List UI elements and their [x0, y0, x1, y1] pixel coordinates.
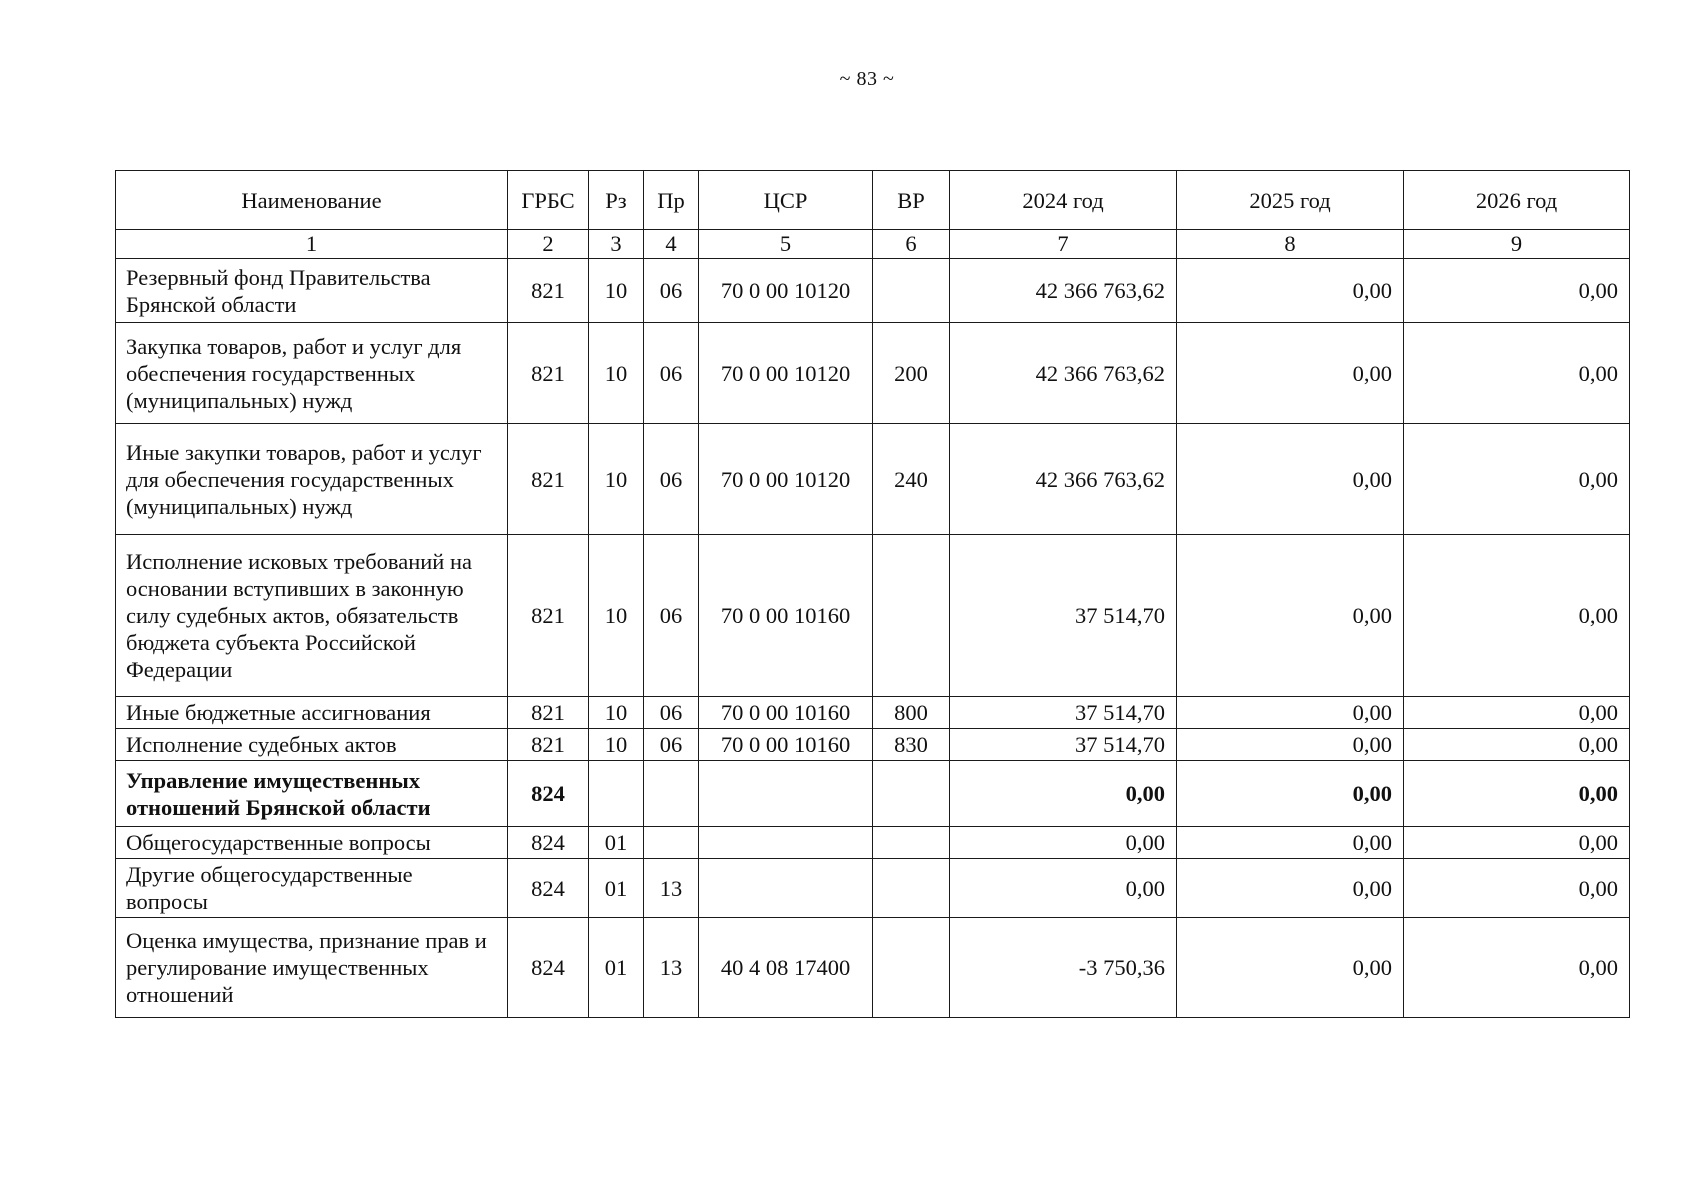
row-vr: [873, 259, 950, 323]
row-grbs: 824: [508, 761, 589, 827]
row-2025: 0,00: [1177, 761, 1404, 827]
row-2026: 0,00: [1404, 535, 1630, 697]
row-pr: 06: [644, 729, 699, 761]
row-2026: 0,00: [1404, 259, 1630, 323]
row-vr: 240: [873, 424, 950, 535]
row-rz: 01: [589, 827, 644, 859]
budget-table: [115, 170, 1630, 1018]
row-2026: 0,00: [1404, 859, 1630, 918]
row-grbs: 821: [508, 323, 589, 424]
row-2025: 0,00: [1177, 859, 1404, 918]
header-rz: Рз: [589, 171, 644, 230]
row-2026: 0,00: [1404, 424, 1630, 535]
row-2025: 0,00: [1177, 697, 1404, 729]
table-row: [116, 424, 1630, 535]
row-2026: 0,00: [1404, 323, 1630, 424]
column-number: 5: [699, 230, 873, 259]
row-2026: 0,00: [1404, 827, 1630, 859]
row-csr: 70 0 00 10120: [699, 424, 873, 535]
row-rz: 10: [589, 729, 644, 761]
column-number: 3: [589, 230, 644, 259]
row-rz: 10: [589, 697, 644, 729]
row-pr: 06: [644, 535, 699, 697]
row-2024: 0,00: [950, 859, 1177, 918]
row-csr: 70 0 00 10160: [699, 729, 873, 761]
row-vr: [873, 859, 950, 918]
row-csr: 40 4 08 17400: [699, 918, 873, 1018]
row-name: Исполнение исковых требований на основании вступивших в законную силу судебных актов, обязательств бюджета субъекта Российской Федерации: [116, 535, 508, 697]
row-grbs: 824: [508, 827, 589, 859]
row-2025: 0,00: [1177, 827, 1404, 859]
table-row: [116, 697, 1630, 729]
column-number: 4: [644, 230, 699, 259]
row-vr: 200: [873, 323, 950, 424]
row-grbs: 824: [508, 859, 589, 918]
header-2025: 2025 год: [1177, 171, 1404, 230]
row-grbs: 821: [508, 697, 589, 729]
row-name: Закупка товаров, работ и услуг для обеспечения государственных (муниципальных) нужд: [116, 323, 508, 424]
header-pr: Пр: [644, 171, 699, 230]
row-2024: 37 514,70: [950, 535, 1177, 697]
row-2024: 42 366 763,62: [950, 323, 1177, 424]
row-2025: 0,00: [1177, 535, 1404, 697]
row-csr: 70 0 00 10160: [699, 535, 873, 697]
row-name: Иные бюджетные ассигнования: [116, 697, 508, 729]
row-rz: 10: [589, 323, 644, 424]
row-rz: 01: [589, 859, 644, 918]
table-row: [116, 859, 1630, 918]
row-2025: 0,00: [1177, 424, 1404, 535]
row-name: Иные закупки товаров, работ и услуг для обеспечения государственных (муниципальных) нужд: [116, 424, 508, 535]
row-name: Общегосударственные вопросы: [116, 827, 508, 859]
row-rz: 10: [589, 424, 644, 535]
row-vr: [873, 827, 950, 859]
row-2025: 0,00: [1177, 259, 1404, 323]
row-2024: 37 514,70: [950, 697, 1177, 729]
row-2026: 0,00: [1404, 918, 1630, 1018]
row-pr: [644, 761, 699, 827]
row-grbs: 821: [508, 259, 589, 323]
row-pr: 06: [644, 259, 699, 323]
column-number: 1: [116, 230, 508, 259]
row-2024: -3 750,36: [950, 918, 1177, 1018]
row-grbs: 821: [508, 424, 589, 535]
table-row: [116, 918, 1630, 1018]
row-rz: 10: [589, 535, 644, 697]
table-row: [116, 761, 1630, 827]
row-vr: [873, 761, 950, 827]
header-2024: 2024 год: [950, 171, 1177, 230]
table-row: [116, 827, 1630, 859]
header-grbs: ГРБС: [508, 171, 589, 230]
header-csr: ЦСР: [699, 171, 873, 230]
row-2025: 0,00: [1177, 323, 1404, 424]
row-csr: 70 0 00 10160: [699, 697, 873, 729]
page-number: ~ 83 ~: [839, 68, 895, 90]
row-vr: 830: [873, 729, 950, 761]
row-name: Другие общегосударственные вопросы: [116, 859, 508, 918]
column-number: 6: [873, 230, 950, 259]
row-name: Оценка имущества, признание прав и регулирование имущественных отношений: [116, 918, 508, 1018]
row-2024: 0,00: [950, 827, 1177, 859]
column-number: 2: [508, 230, 589, 259]
row-rz: [589, 761, 644, 827]
row-csr: [699, 827, 873, 859]
table-row: [116, 729, 1630, 761]
row-csr: 70 0 00 10120: [699, 323, 873, 424]
header-row: [116, 171, 1630, 230]
row-csr: [699, 859, 873, 918]
column-number: 9: [1404, 230, 1630, 259]
row-2025: 0,00: [1177, 729, 1404, 761]
row-csr: [699, 761, 873, 827]
row-2024: 0,00: [950, 761, 1177, 827]
row-pr: 06: [644, 323, 699, 424]
row-2026: 0,00: [1404, 729, 1630, 761]
row-pr: 13: [644, 859, 699, 918]
row-grbs: 821: [508, 535, 589, 697]
column-number: 8: [1177, 230, 1404, 259]
row-name: Управление имущественных отношений Брянской области: [116, 761, 508, 827]
row-pr: [644, 827, 699, 859]
header-name: Наименование: [116, 171, 508, 230]
row-rz: 10: [589, 259, 644, 323]
row-csr: 70 0 00 10120: [699, 259, 873, 323]
column-number: 7: [950, 230, 1177, 259]
row-2024: 37 514,70: [950, 729, 1177, 761]
row-name: Исполнение судебных актов: [116, 729, 508, 761]
row-pr: 13: [644, 918, 699, 1018]
row-grbs: 824: [508, 918, 589, 1018]
row-rz: 01: [589, 918, 644, 1018]
row-pr: 06: [644, 424, 699, 535]
row-pr: 06: [644, 697, 699, 729]
row-grbs: 821: [508, 729, 589, 761]
row-vr: [873, 535, 950, 697]
header-2026: 2026 год: [1404, 171, 1630, 230]
column-number-row: [116, 230, 1630, 259]
header-vr: ВР: [873, 171, 950, 230]
row-vr: 800: [873, 697, 950, 729]
row-2026: 0,00: [1404, 697, 1630, 729]
table-row: [116, 323, 1630, 424]
row-2024: 42 366 763,62: [950, 424, 1177, 535]
row-2025: 0,00: [1177, 918, 1404, 1018]
row-2026: 0,00: [1404, 761, 1630, 827]
row-vr: [873, 918, 950, 1018]
row-name: Резервный фонд Правительства Брянской области: [116, 259, 508, 323]
table-row: [116, 259, 1630, 323]
row-2024: 42 366 763,62: [950, 259, 1177, 323]
table-row: [116, 535, 1630, 697]
